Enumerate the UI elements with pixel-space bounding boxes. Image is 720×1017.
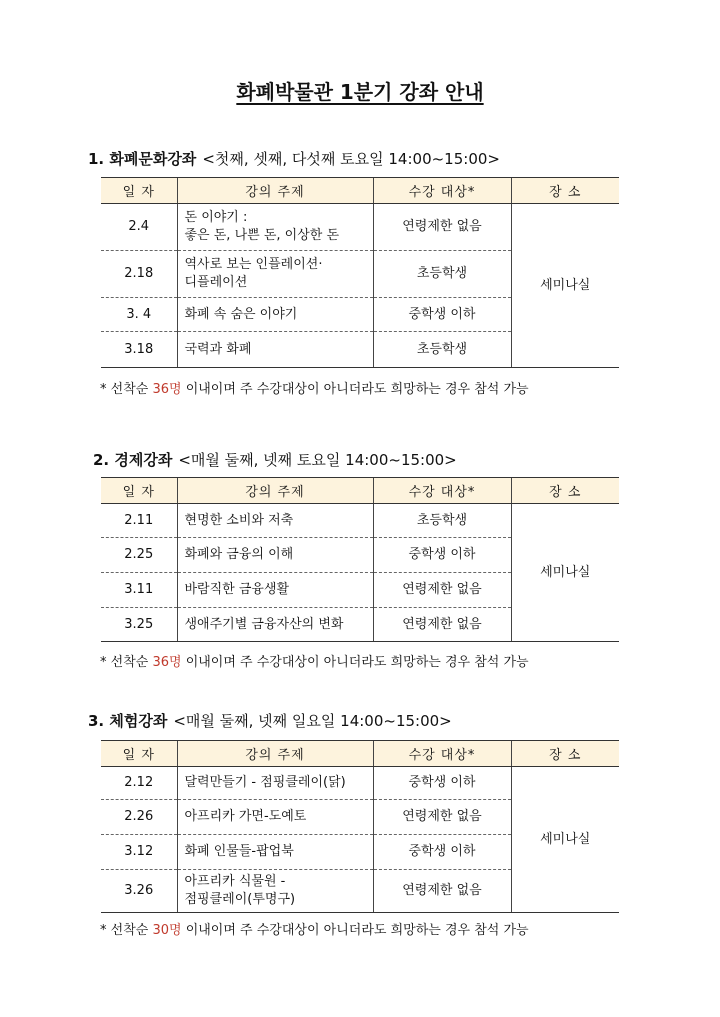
row-target: 연령제한 없음 [373, 800, 511, 835]
section-title: 2. 경제강좌 [93, 451, 173, 469]
row-date: 3.12 [101, 835, 177, 870]
row-date: 2.12 [101, 767, 177, 800]
row-date: 3.26 [101, 870, 177, 913]
table-row [101, 504, 619, 538]
row-target: 연령제한 없음 [373, 573, 511, 608]
table-header-row [101, 741, 619, 767]
header-topic: 강의 주제 [177, 178, 373, 204]
section-heading-1 [88, 148, 500, 169]
note-prefix: * 선착순 [100, 655, 153, 670]
row-target: 연령제한 없음 [373, 204, 511, 251]
note-prefix: * 선착순 [100, 923, 153, 938]
header-place: 장 소 [511, 478, 619, 504]
header-topic: 강의 주제 [177, 478, 373, 504]
header-date: 일 자 [101, 178, 177, 204]
note-suffix: 이내이며 주 수강대상이 아니더라도 희망하는 경우 참석 가능 [181, 655, 529, 670]
note-prefix: * 선착순 [100, 382, 153, 397]
row-date: 2.11 [101, 504, 177, 538]
header-date: 일 자 [101, 741, 177, 767]
lecture-table-1 [101, 177, 619, 368]
row-topic: 아프리카 가면-도예토 [177, 800, 373, 835]
row-topic: 화폐 인물들-팝업북 [177, 835, 373, 870]
row-topic: 바람직한 금융생활 [177, 573, 373, 608]
row-target: 초등학생 [373, 504, 511, 538]
row-date: 2.25 [101, 538, 177, 573]
row-date: 3.25 [101, 608, 177, 642]
row-place: 세미나실 [511, 767, 619, 913]
section-title: 1. 화폐문화강좌 [88, 150, 197, 168]
row-target: 연령제한 없음 [373, 870, 511, 913]
capacity-note-3 [100, 919, 529, 938]
header-place: 장 소 [511, 741, 619, 767]
row-topic: 생애주기별 금융자산의 변화 [177, 608, 373, 642]
header-target: 수강 대상* [373, 741, 511, 767]
note-suffix: 이내이며 주 수강대상이 아니더라도 희망하는 경우 참석 가능 [181, 923, 529, 938]
capacity-note-1 [100, 378, 529, 397]
table-row [101, 767, 619, 800]
table-header-row [101, 178, 619, 204]
header-target: 수강 대상* [373, 178, 511, 204]
capacity-note-2 [100, 651, 529, 670]
table-header-row [101, 478, 619, 504]
header-target: 수강 대상* [373, 478, 511, 504]
row-place: 세미나실 [511, 204, 619, 368]
row-topic: 화폐 속 숨은 이야기 [177, 298, 373, 332]
row-target: 중학생 이하 [373, 767, 511, 800]
row-target: 연령제한 없음 [373, 608, 511, 642]
row-date: 2.26 [101, 800, 177, 835]
section-heading-3 [88, 710, 452, 731]
section-title: 3. 체험강좌 [88, 712, 168, 730]
section-schedule: <첫째, 셋째, 다섯째 토요일 14:00~15:00> [202, 150, 500, 168]
row-target: 초등학생 [373, 332, 511, 368]
row-topic: 아프리카 식물원 - 점핑클레이(투명구) [177, 870, 373, 913]
row-date: 2.4 [101, 204, 177, 251]
header-topic: 강의 주제 [177, 741, 373, 767]
row-date: 3.11 [101, 573, 177, 608]
row-target: 중학생 이하 [373, 835, 511, 870]
row-target: 초등학생 [373, 251, 511, 298]
row-topic: 돈 이야기 : 좋은 돈, 나쁜 돈, 이상한 돈 [177, 204, 373, 251]
section-heading-2 [93, 449, 457, 470]
note-capacity: 30명 [152, 923, 182, 938]
section-schedule: <매월 둘째, 넷째 토요일 14:00~15:00> [178, 451, 457, 469]
note-capacity: 36명 [152, 655, 182, 670]
lecture-table-3 [101, 740, 619, 913]
row-topic: 현명한 소비와 저축 [177, 504, 373, 538]
header-place: 장 소 [511, 178, 619, 204]
table-row [101, 204, 619, 251]
row-date: 3.18 [101, 332, 177, 368]
page-title: 화폐박물관 1분기 강좌 안내 [236, 80, 484, 104]
row-target: 중학생 이하 [373, 298, 511, 332]
row-topic: 화폐와 금융의 이해 [177, 538, 373, 573]
header-date: 일 자 [101, 478, 177, 504]
note-capacity: 36명 [152, 382, 182, 397]
row-date: 2.18 [101, 251, 177, 298]
row-date: 3. 4 [101, 298, 177, 332]
row-place: 세미나실 [511, 504, 619, 642]
row-target: 중학생 이하 [373, 538, 511, 573]
row-topic: 달력만들기 - 점핑클레이(닭) [177, 767, 373, 800]
row-topic: 역사로 보는 인플레이션· 디플레이션 [177, 251, 373, 298]
lecture-table-2 [101, 477, 619, 642]
note-suffix: 이내이며 주 수강대상이 아니더라도 희망하는 경우 참석 가능 [181, 382, 529, 397]
section-schedule: <매월 둘째, 넷째 일요일 14:00~15:00> [173, 712, 452, 730]
row-topic: 국력과 화폐 [177, 332, 373, 368]
